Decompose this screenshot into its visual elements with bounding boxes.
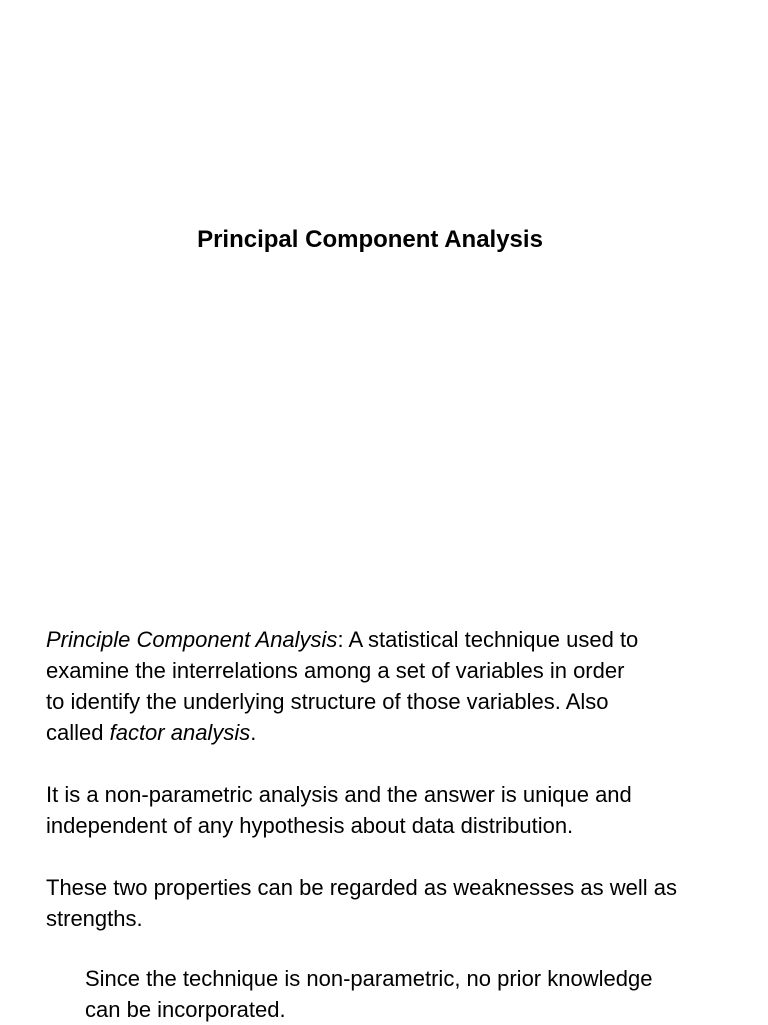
prior-knowledge-line-2: can be incorporated. xyxy=(85,997,286,1022)
definition-line-4 xyxy=(46,717,716,748)
nonparametric-line-2: independent of any hypothesis about data distribution. xyxy=(46,813,574,838)
properties-line-1: These two properties can be regarded as weaknesses as well as xyxy=(46,875,678,900)
prior-knowledge-paragraph xyxy=(85,963,725,1025)
definition-term: Principle Component Analysis xyxy=(46,627,338,652)
definition-paragraph xyxy=(46,624,716,748)
nonparametric-line-1: It is a non-parametric analysis and the answer is unique and xyxy=(46,782,632,807)
definition-line-1-text: : A statistical technique used to xyxy=(337,627,639,652)
page-title: Principal Component Analysis xyxy=(197,226,543,253)
definition-line-2: examine the interrelations among a set of variables in order xyxy=(46,658,625,683)
properties-line-2: strengths. xyxy=(46,906,143,931)
prior-knowledge-line-1: Since the technique is non-parametric, no prior knowledge xyxy=(85,966,653,991)
definition-line-4-prefix: called xyxy=(46,720,110,745)
definition-line-1 xyxy=(46,624,716,655)
nonparametric-paragraph xyxy=(46,779,716,841)
definition-line-4-suffix: . xyxy=(250,720,257,745)
factor-analysis-term: factor analysis xyxy=(109,720,251,745)
definition-line-3: to identify the underlying structure of those variables. Also xyxy=(46,689,609,714)
properties-paragraph xyxy=(46,872,716,934)
